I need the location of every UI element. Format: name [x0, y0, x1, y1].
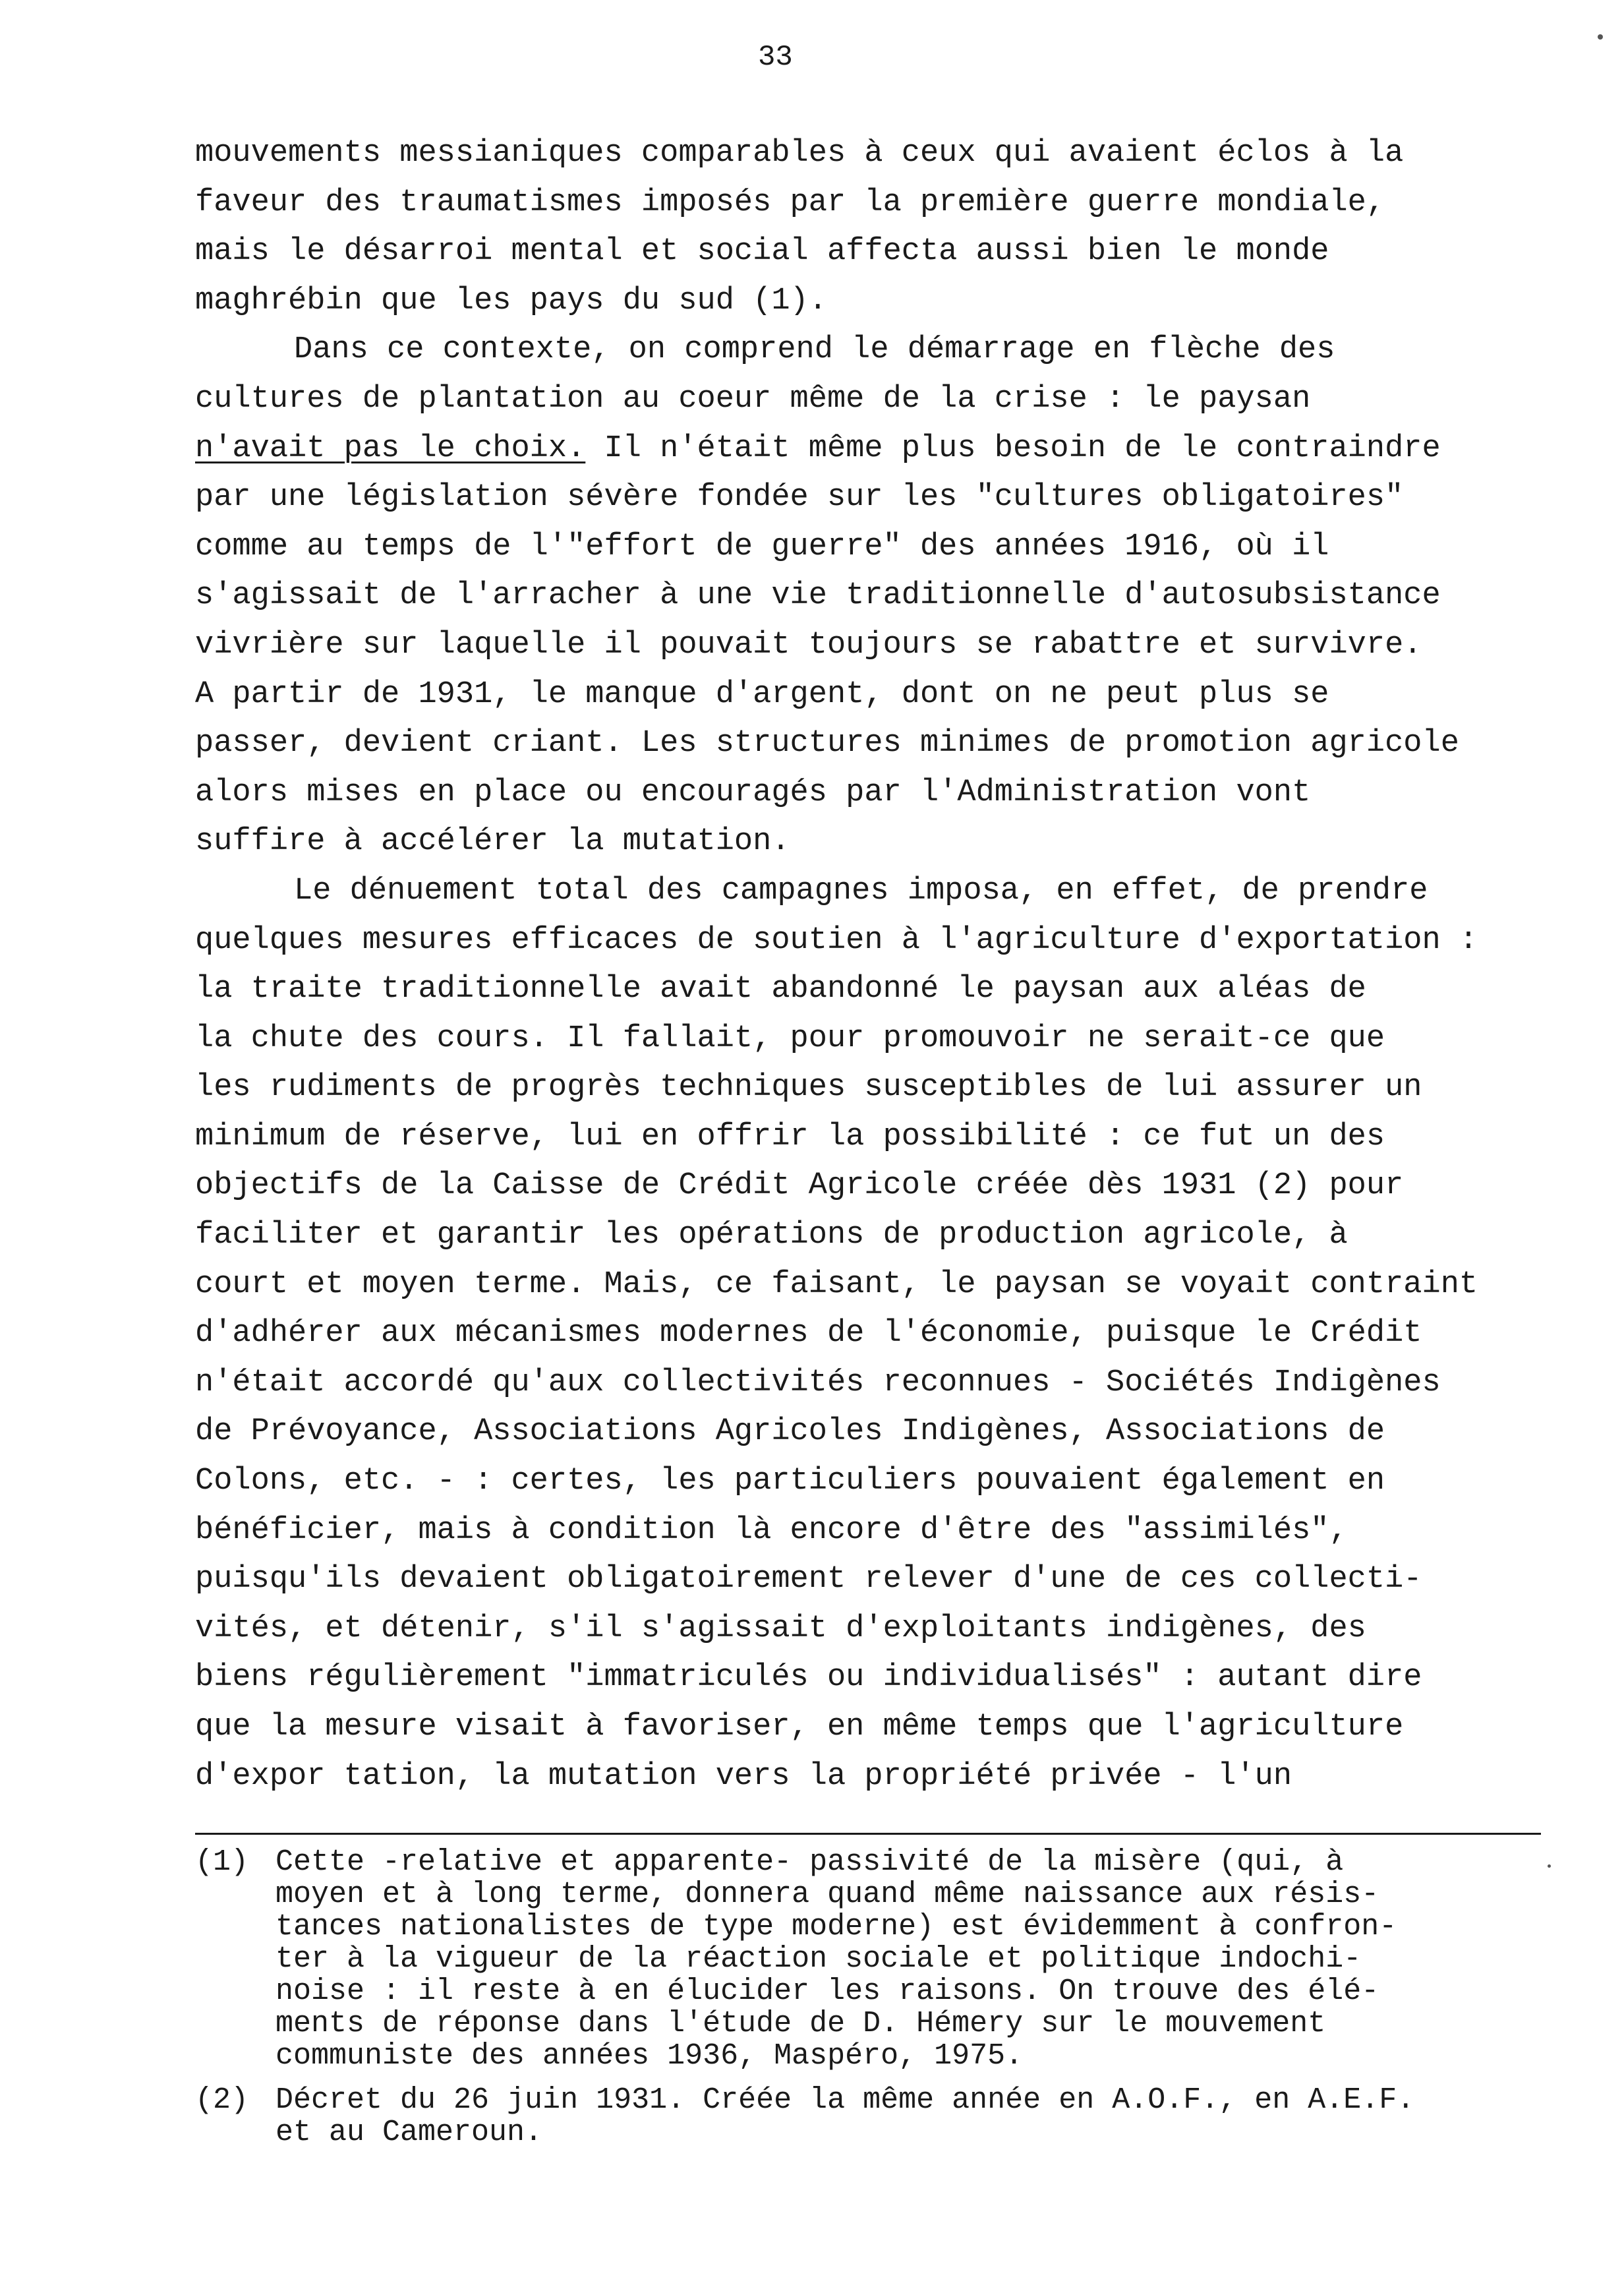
- text-line: [195, 425, 1553, 474]
- line-text: quelques mesures efficaces de soutien à l'agriculture d'exportation :: [195, 922, 1478, 958]
- footnote-line: [195, 1975, 1553, 2007]
- text-line: [195, 1555, 1553, 1605]
- text-line: [195, 1211, 1553, 1261]
- line-text: bénéficier, mais à condition là encore d'être des "assimilés",: [195, 1512, 1348, 1548]
- line-text: Le dénuement total des campagnes imposa, en effet, de prendre: [294, 873, 1428, 908]
- line-text: la chute des cours. Il fallait, pour promouvoir ne serait-ce que: [195, 1021, 1385, 1056]
- line-text: Colons, etc. - : certes, les particuliers pouvaient également en: [195, 1464, 1385, 1499]
- scan-speck: [1598, 34, 1603, 40]
- line-text: biens régulièrement "immatriculés ou individualisés" : autant dire: [195, 1660, 1422, 1696]
- text-line: [195, 916, 1553, 966]
- line-text: Il n'était même plus besoin de le contraindre: [585, 431, 1441, 466]
- scan-speck: [1548, 1864, 1551, 1868]
- text-line: [195, 965, 1553, 1015]
- line-text: cultures de plantation au coeur même de la crise : le paysan: [195, 381, 1311, 417]
- text-line: [195, 1605, 1553, 1654]
- line-text: d'adhérer aux mécanismes modernes de l'économie, puisque le Crédit: [195, 1316, 1422, 1352]
- text-line: [195, 227, 1553, 277]
- line-text: puisqu'ils devaient obligatoirement relever d'une de ces collecti-: [195, 1562, 1422, 1597]
- text-line: [195, 326, 1553, 375]
- page-number: 33: [758, 41, 793, 74]
- footnote-marker: (2): [195, 2083, 249, 2117]
- footnote-line: [195, 1846, 1553, 1878]
- footnote-line: [195, 2007, 1553, 2040]
- text-line: [195, 1752, 1553, 1802]
- main-text: [195, 129, 1553, 1801]
- line-text: mouvements messianiques comparables à ceux qui avaient éclos à la: [195, 136, 1404, 171]
- text-line: [195, 719, 1553, 769]
- footnote-line: [195, 2040, 1553, 2072]
- underlined-phrase: n'avait pas le choix.: [195, 431, 586, 466]
- text-line: [195, 572, 1553, 621]
- footnote-text: ments de réponse dans l'étude de D. Hémery sur le mouvement: [276, 2007, 1326, 2040]
- line-text: que la mesure visait à favoriser, en même temps que l'agriculture: [195, 1709, 1404, 1744]
- line-text: Dans ce contexte, on comprend le démarrage en flèche des: [294, 332, 1335, 368]
- text-line: [195, 1457, 1553, 1506]
- line-text: vités, et détenir, s'il s'agissait d'exploitants indigènes, des: [195, 1611, 1366, 1646]
- text-line: [195, 1359, 1553, 1408]
- text-line: [195, 621, 1553, 670]
- footnote-text: Cette -relative et apparente- passivité de la misère (qui, à: [276, 1845, 1344, 1879]
- text-line: [195, 1113, 1553, 1162]
- footnote-line: [195, 1911, 1553, 1943]
- line-text: s'agissait de l'arracher à une vie traditionnelle d'autosubsistance: [195, 578, 1441, 614]
- text-line: [195, 523, 1553, 572]
- text-line: [195, 277, 1553, 326]
- line-text: par une législation sévère fondée sur les "cultures obligatoires": [195, 480, 1404, 516]
- footnote-text: et au Cameroun.: [276, 2116, 543, 2149]
- footnote-text: communiste des années 1936, Maspéro, 1975.: [276, 2039, 1024, 2073]
- footnote-text: tances nationalistes de type moderne) est évidemment à confron-: [276, 1910, 1397, 1944]
- text-line: [195, 769, 1553, 818]
- text-line: [195, 670, 1553, 720]
- line-text: faveur des traumatismes imposés par la première guerre mondiale,: [195, 185, 1385, 220]
- footnote-text: ter à la vigueur de la réaction sociale et politique indochi-: [276, 1942, 1362, 1976]
- line-text: maghrébin que les pays du sud (1).: [195, 283, 827, 318]
- line-text: minimum de réserve, lui en offrir la possibilité : ce fut un des: [195, 1119, 1385, 1154]
- text-line: [195, 1506, 1553, 1556]
- footnote-line: [195, 1943, 1553, 1975]
- line-text: suffire à accélérer la mutation.: [195, 824, 790, 860]
- text-line: [195, 818, 1553, 867]
- footnote-marker: (1): [195, 1845, 249, 1879]
- text-line: [195, 1261, 1553, 1310]
- footnote-text: Décret du 26 juin 1931. Créée la même année en A.O.F., en A.E.F.: [276, 2083, 1415, 2117]
- text-line: [195, 1703, 1553, 1752]
- line-text: faciliter et garantir les opérations de production agricole, à: [195, 1218, 1348, 1253]
- text-line: [195, 1015, 1553, 1064]
- line-text: alors mises en place ou encouragés par l'Administration vont: [195, 775, 1311, 810]
- text-line: [195, 473, 1553, 523]
- text-line: [195, 375, 1553, 425]
- line-text: vivrière sur laquelle il pouvait toujours se rabattre et survivre.: [195, 627, 1422, 663]
- footnote-separator: [195, 1833, 1541, 1835]
- footnote-text: moyen et à long terme, donnera quand même naissance aux résis-: [276, 1878, 1379, 1911]
- footnote-line: [195, 2116, 1553, 2149]
- line-text: les rudiments de progrès techniques susceptibles de lui assurer un: [195, 1070, 1422, 1106]
- text-line: [195, 1063, 1553, 1113]
- text-line: [195, 1309, 1553, 1359]
- text-line: [195, 1162, 1553, 1211]
- text-line: [195, 1408, 1553, 1457]
- line-text: court et moyen terme. Mais, ce faisant, le paysan se voyait contraint: [195, 1266, 1478, 1302]
- line-text: de Prévoyance, Associations Agricoles Indigènes, Associations de: [195, 1414, 1385, 1450]
- footnote-line: [195, 2084, 1553, 2116]
- line-text: A partir de 1931, le manque d'argent, dont on ne peut plus se: [195, 676, 1329, 712]
- footnote-text: noise : il reste à en élucider les raisons. On trouve des élé-: [276, 1975, 1379, 2008]
- footnote-line: [195, 1878, 1553, 1911]
- text-line: [195, 179, 1553, 228]
- text-line: [195, 129, 1553, 179]
- line-text: passer, devient criant. Les structures minimes de promotion agricole: [195, 726, 1459, 761]
- line-text: la traite traditionnelle avait abandonné le paysan aux aléas de: [195, 972, 1366, 1007]
- line-text: objectifs de la Caisse de Crédit Agricole créée dès 1931 (2) pour: [195, 1168, 1404, 1204]
- line-text: d'expor tation, la mutation vers la propriété privée - l'un: [195, 1758, 1292, 1794]
- footnotes: [195, 1846, 1553, 2149]
- text-line: [195, 1653, 1553, 1703]
- line-text: mais le désarroi mental et social affecta aussi bien le monde: [195, 234, 1329, 270]
- line-text: comme au temps de l'"effort de guerre" des années 1916, où il: [195, 529, 1329, 564]
- text-line: [195, 867, 1553, 916]
- line-text: n'était accordé qu'aux collectivités reconnues - Sociétés Indigènes: [195, 1365, 1441, 1400]
